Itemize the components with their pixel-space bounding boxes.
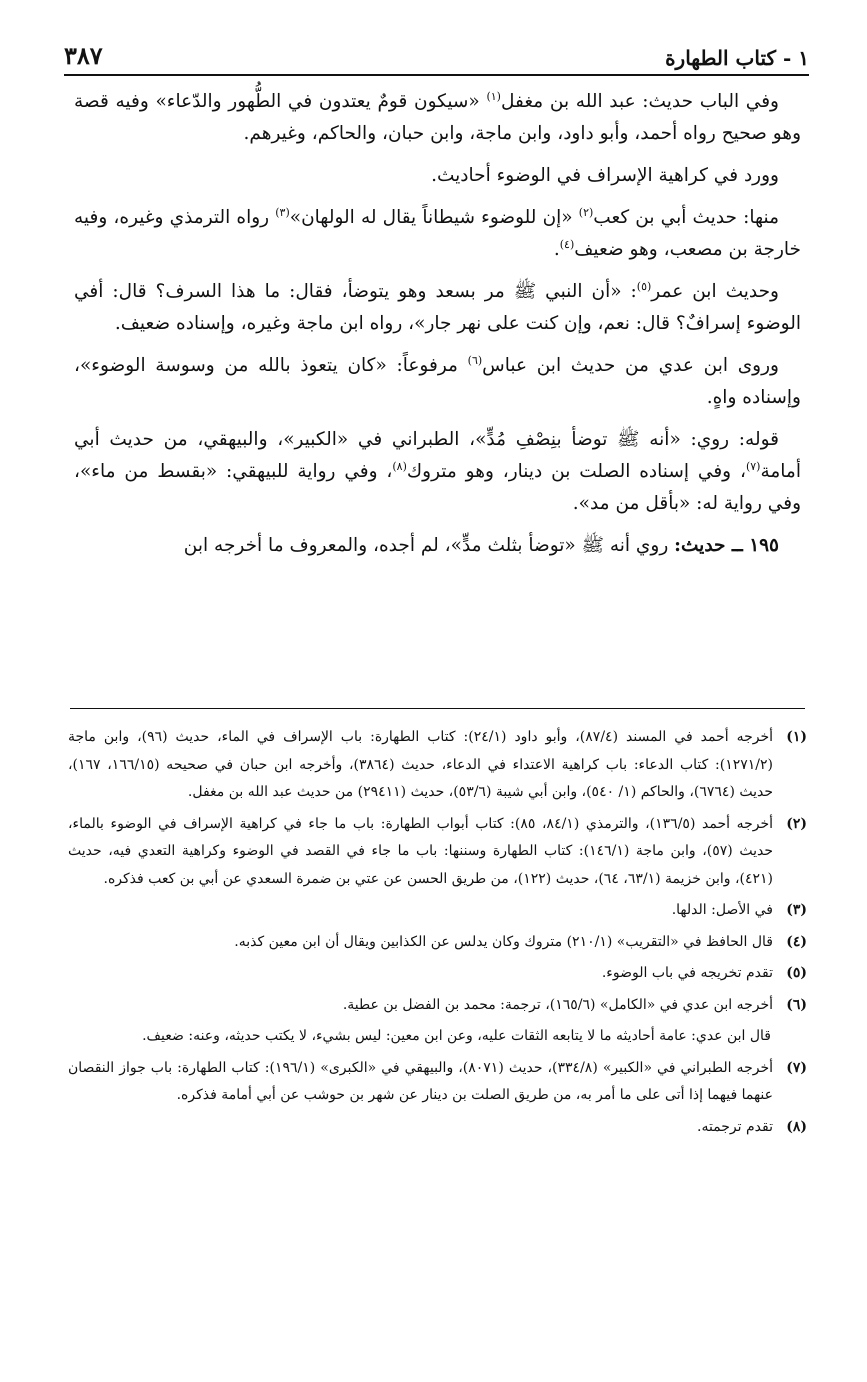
paragraph	[74, 530, 801, 562]
footnote-number: (١)	[786, 729, 807, 745]
footnote-continuation: قال ابن عدي: عامة أحاديثه ما لا يتابعه الثقات عليه، وعن ابن معين: ليس بشيء، لا يكتب حديثه، وعنه: ضعيف.	[142, 1028, 771, 1044]
text-run: وفي الباب حديث: عبد الله بن مغفل	[500, 91, 779, 112]
footnote	[68, 724, 807, 807]
text-run: وحديث ابن عمر	[651, 281, 779, 302]
footnote-marker: (٦)	[467, 353, 483, 367]
footnote-marker: (٥)	[636, 279, 652, 293]
footnote-marker: (٨)	[392, 459, 407, 473]
paragraph	[74, 276, 801, 340]
footnote-text: أخرجه الطبراني في «الكبير» (٣٣٤/٨)، حديث (٨٠٧١)، والبيهقي في «الكبرى» (١٩٦/١): كتاب الطهارة: باب جواز النقصان عنهما فيهما إذا أتى على ما أمر به، من طريق الصلت بن دينار عن شهر بن حوشب عن أبي أمامة فذكره.	[68, 1059, 773, 1103]
footnote-marker: (٣)	[275, 205, 290, 219]
text-run: قوله: روي: «أنه ﷺ توضأ بنِصْفِ مُدٍّ»، الطبراني في «الكبير»، والبيهقي، من حديث أبي أمامة	[74, 429, 801, 482]
footnotes	[68, 724, 807, 1145]
footnote-text: أخرجه أحمد في المسند (٨٧/٤)، وأبو داود (٢٤/١): كتاب الطهارة: باب الإسراف في الماء، حديث (٩٦)، وابن ماجة (١٢٧١/٢): كتاب الدعاء: باب كراهية الاعتداء في الدعاء، حديث (٣٨٦٤)، وأخرجه ابن حبان في صحيحه (١٦٦/١٥، ١٦٧)، حديث (٦٧٦٤)، والحاكم (١/ ٥٤٠)، وابن أبي شيبة (٥٣/٦)، حديث (٢٩٤١١) من حديث عبد الله بن مغفل.	[68, 729, 773, 800]
footnote	[68, 897, 807, 925]
text-run: ، وفي رواية للبيهقي: «بقسط من ماء»، وفي رواية له: «بأقل من مد».	[74, 461, 801, 514]
footnote-number: (٢)	[786, 815, 807, 832]
footnote-text: تقدم تخريجه في باب الوضوء.	[601, 965, 773, 981]
footnote-marker: (١)	[486, 89, 501, 103]
footnote	[68, 811, 807, 894]
footnote-text: أخرجه أحمد (١٣٦/٥)، والترمذي (٨٤/١، ٨٥): كتاب أبواب الطهارة: باب ما جاء في كراهية الإسراف في الوضوء بالماء، حديث (٥٧)، وابن ماجة (١٤٦/١): كتاب الطهارة وسننها: باب ما جاء في القصد في الوضوء وكراهية التعدي فيه، حديث (٤٢١)، وابن خزيمة (٦٣/١، ٦٤)، حديث (١٢٢)، من طريق الحسن عن عتي بن ضمرة السعدي عن أبي بن كعب فذكره.	[68, 815, 774, 887]
footnote	[68, 992, 807, 1020]
footnote-text: في الأصل: الدلها.	[671, 902, 773, 918]
footnote-number: (٧)	[786, 1059, 807, 1076]
footnote-divider	[70, 708, 805, 709]
running-title: ١ - كتاب الطهارة	[665, 46, 809, 70]
footnote	[68, 1114, 807, 1142]
footnote	[68, 960, 807, 988]
paragraph	[74, 202, 801, 266]
text-run: وروى ابن عدي من حديث ابن عباس	[482, 355, 779, 376]
footnote-marker: (٤)	[559, 237, 575, 251]
text-run: روي أنه ﷺ «توضأ بثلث مدٍّ»، لم أجده، والمعروف ما أخرجه ابن	[183, 535, 675, 556]
footnote-number: (٦)	[786, 996, 807, 1013]
text-run: وورد في كراهية الإسراف في الوضوء أحاديث.	[431, 165, 779, 186]
page-number: ٣٨٧	[64, 41, 103, 70]
text-run: «سيكون قومٌ يعتدون في الطُّهور والدّعاء» وفيه قصة وهو صحيح رواه أحمد، وأبو داود، وابن ماجة، وابن حبان، والحاكم، وغيرهم.	[74, 91, 801, 144]
text-run: ، وفي إسناده الصلت بن دينار، وهو متروك	[406, 461, 746, 482]
text-run: رواه الترمذي وغيره، وفيه خارجة بن مصعب، وهو ضعيف	[74, 207, 801, 260]
footnote-marker: (٢)	[578, 205, 594, 219]
text-run: مرفوعاً: «كان يتعوذ بالله من وسوسة الوضوء»، وإسناده واهٍ.	[74, 355, 801, 408]
footnote-marker: (٧)	[745, 459, 761, 473]
footnote-text: تقدم ترجمته.	[697, 1118, 773, 1135]
paragraph	[74, 350, 801, 414]
footnote	[68, 1055, 807, 1110]
footnote-number: (٤)	[786, 933, 807, 950]
text-run: «إن للوضوء شيطاناً يقال له الولهان»	[289, 207, 579, 228]
footnote	[68, 929, 807, 957]
hadith-label: ١٩٥ ــ حديث:	[674, 535, 779, 556]
footnote-text: قال الحافظ في «التقريب» (٢١٠/١) متروك وكان يدلس عن الكذابين ويقال أن ابن معين كذبه.	[234, 933, 773, 950]
main-text	[74, 86, 801, 572]
footnote-text: أخرجه ابن عدي في «الكامل» (١٦٥/٦)، ترجمة: محمد بن الفضل بن عطية.	[342, 996, 773, 1013]
footnote-number: (٨)	[786, 1118, 807, 1135]
paragraph	[74, 160, 801, 192]
page-header	[64, 36, 809, 76]
paragraph	[74, 424, 801, 520]
footnote-number: (٥)	[786, 965, 807, 981]
footnote-number: (٣)	[786, 902, 807, 918]
text-run: منها: حديث أبي بن كعب	[593, 207, 780, 228]
text-run: .	[553, 239, 560, 260]
paragraph	[74, 86, 801, 150]
text-run: : «أن النبي ﷺ مر بسعد وهو يتوضأ، فقال: ما هذا السرف؟ قال: أفي الوضوء إسرافٌ؟ قال: نعم، وإن كنت على نهر جار»، رواه ابن ماجة وغيره، وإسناده ضعيف.	[74, 281, 801, 334]
